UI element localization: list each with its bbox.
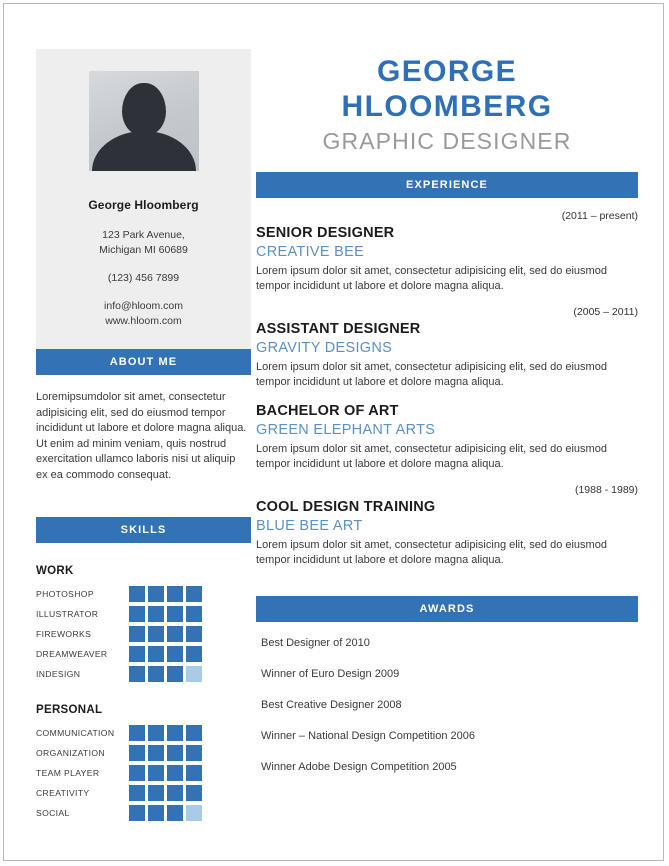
skill-block-filled xyxy=(129,765,145,781)
skill-block-filled xyxy=(148,745,164,761)
award-item: Winner Adobe Design Competition 2005 xyxy=(261,761,457,773)
skill-block-filled xyxy=(129,805,145,821)
skill-rating-blocks xyxy=(129,586,205,602)
skill-block-filled xyxy=(186,785,202,801)
section-header-skills: SKILLS xyxy=(36,517,251,543)
section-header-awards: AWARDS xyxy=(256,596,638,622)
contact-phone xyxy=(36,271,251,286)
skill-rating-blocks xyxy=(129,626,205,642)
website-url[interactable]: www.hloom.com xyxy=(105,315,182,327)
skill-label: COMMUNICATION xyxy=(36,728,115,738)
skill-block-filled xyxy=(167,586,183,602)
skill-row xyxy=(36,765,251,781)
contact-address xyxy=(36,228,251,258)
skill-block-filled xyxy=(186,646,202,662)
award-item: Winner – National Design Competition 2006 xyxy=(261,730,476,742)
entry-company: GREEN ELEPHANT ARTS xyxy=(256,422,436,438)
skill-groups xyxy=(36,565,251,821)
address-line-1: 123 Park Avenue, xyxy=(102,229,185,241)
skill-rating-blocks xyxy=(129,765,205,781)
skill-block-filled xyxy=(148,725,164,741)
resume-page xyxy=(3,3,664,861)
phone-number: (123) 456 7899 xyxy=(107,272,180,284)
skill-row xyxy=(36,646,251,662)
skill-block-filled xyxy=(148,646,164,662)
silhouette-shoulders xyxy=(92,131,196,171)
skill-block-filled xyxy=(148,805,164,821)
skill-row xyxy=(36,586,251,602)
about-me-text: Loremipsumdolor sit amet, consectetur adipisicing elit, sed do eiusmod tempor incididunt ut labore et dolore magna aliqua. Ut enim ad minim veniam, quis nostrud exercitation ullamco laboris nisi ut aliquip ex ea commodo consequat. xyxy=(36,391,247,481)
skill-block-filled xyxy=(186,606,202,622)
skill-block-filled xyxy=(186,586,202,602)
skill-block-filled xyxy=(167,765,183,781)
address-line-2: Michigan MI 60689 xyxy=(99,244,188,256)
skill-row xyxy=(36,626,251,642)
entry-description: Lorem ipsum dolor sit amet, consectetur adipisicing elit, sed do eiusmod tempor incididunt ut labore et dolore magna aliqua. xyxy=(256,443,607,470)
entry-role: SENIOR DESIGNER xyxy=(256,225,395,241)
skill-label: INDESIGN xyxy=(36,669,81,679)
skill-label: PHOTOSHOP xyxy=(36,589,94,599)
skill-block-empty xyxy=(186,666,202,682)
section-header-experience: EXPERIENCE xyxy=(256,172,638,198)
skill-rating-blocks xyxy=(129,646,205,662)
skill-block-filled xyxy=(167,666,183,682)
sidebar xyxy=(36,49,251,825)
entry-date: (2011 – present) xyxy=(561,210,638,222)
skill-block-filled xyxy=(186,626,202,642)
job-title: GRAPHIC DESIGNER xyxy=(322,128,572,154)
skill-rating-blocks xyxy=(129,606,205,622)
skill-block-filled xyxy=(167,646,183,662)
entry-company: GRAVITY DESIGNS xyxy=(256,340,393,356)
silhouette-head xyxy=(122,83,166,135)
skill-label: TEAM PLAYER xyxy=(36,768,100,778)
experience-entries xyxy=(256,210,638,568)
skill-row xyxy=(36,785,251,801)
skill-block-filled xyxy=(129,785,145,801)
award-item: Best Designer of 2010 xyxy=(261,637,370,649)
skill-block-filled xyxy=(167,725,183,741)
skill-block-filled xyxy=(129,606,145,622)
experience-entry xyxy=(256,210,638,294)
skill-rating-blocks xyxy=(129,745,205,761)
contact-block xyxy=(36,212,251,329)
skill-block-filled xyxy=(186,745,202,761)
profile-name: George Hloomberg xyxy=(88,198,199,212)
skill-group xyxy=(36,704,251,821)
entry-company: CREATIVE BEE xyxy=(256,244,365,260)
entry-date: (1988 - 1989) xyxy=(574,484,638,496)
portrait-silhouette-icon xyxy=(89,71,199,171)
main-column xyxy=(256,54,638,791)
skill-block-filled xyxy=(186,765,202,781)
skill-label: ORGANIZATION xyxy=(36,748,105,758)
skill-rating-blocks xyxy=(129,785,205,801)
page-title-last-name: HLOOMBERG xyxy=(341,90,553,123)
skill-block-filled xyxy=(129,725,145,741)
experience-entry xyxy=(256,402,638,472)
skill-block-filled xyxy=(129,586,145,602)
skill-block-filled xyxy=(167,785,183,801)
skill-label: DREAMWEAVER xyxy=(36,649,108,659)
sidebar-profile-panel xyxy=(36,49,251,349)
skill-label: FIREWORKS xyxy=(36,629,92,639)
page-title-first-name: GEORGE xyxy=(376,55,518,88)
entry-role: BACHELOR OF ART xyxy=(256,403,399,419)
skill-row xyxy=(36,805,251,821)
skill-block-filled xyxy=(167,745,183,761)
skill-label: SOCIAL xyxy=(36,808,70,818)
skill-block-filled xyxy=(186,725,202,741)
entry-description: Lorem ipsum dolor sit amet, consectetur adipisicing elit, sed do eiusmod tempor incididunt ut labore et dolore magna aliqua. xyxy=(256,361,607,388)
skill-block-filled xyxy=(148,626,164,642)
experience-entry xyxy=(256,306,638,390)
skill-block-filled xyxy=(148,666,164,682)
entry-description: Lorem ipsum dolor sit amet, consectetur adipisicing elit, sed do eiusmod tempor incididunt ut labore et dolore magna aliqua. xyxy=(256,265,607,292)
skill-group-title: PERSONAL xyxy=(36,704,103,716)
entry-date: (2005 – 2011) xyxy=(573,306,638,318)
skill-group-title: WORK xyxy=(36,565,74,577)
profile-photo-wrap xyxy=(36,49,251,176)
entry-role: COOL DESIGN TRAINING xyxy=(256,499,436,515)
skill-block-filled xyxy=(167,805,183,821)
skill-block-filled xyxy=(148,765,164,781)
entry-role: ASSISTANT DESIGNER xyxy=(256,321,421,337)
skill-label: CREATIVITY xyxy=(36,788,90,798)
skill-block-filled xyxy=(167,626,183,642)
skill-rating-blocks xyxy=(129,725,205,741)
contact-web xyxy=(36,299,251,329)
skill-row xyxy=(36,606,251,622)
award-item: Winner of Euro Design 2009 xyxy=(261,668,400,680)
skill-block-filled xyxy=(167,606,183,622)
skill-row xyxy=(36,745,251,761)
entry-description: Lorem ipsum dolor sit amet, consectetur adipisicing elit, sed do eiusmod tempor incididunt ut labore et dolore magna aliqua. xyxy=(256,539,607,566)
skill-block-filled xyxy=(129,646,145,662)
skill-row xyxy=(36,666,251,682)
awards-list xyxy=(256,622,638,775)
skill-block-empty xyxy=(186,805,202,821)
experience-entry xyxy=(256,484,638,568)
skill-block-filled xyxy=(148,785,164,801)
skill-block-filled xyxy=(129,666,145,682)
skill-block-filled xyxy=(148,586,164,602)
email-address[interactable]: info@hloom.com xyxy=(104,300,183,312)
sidebar-panel-spacer xyxy=(36,329,251,349)
award-item: Best Creative Designer 2008 xyxy=(261,699,402,711)
skill-row xyxy=(36,725,251,741)
skill-block-filled xyxy=(148,606,164,622)
skill-rating-blocks xyxy=(129,666,205,682)
section-header-about-me: ABOUT ME xyxy=(36,349,251,375)
skill-label: ILLUSTRATOR xyxy=(36,609,99,619)
skill-group xyxy=(36,565,251,682)
skill-block-filled xyxy=(129,626,145,642)
skill-block-filled xyxy=(129,745,145,761)
skill-rating-blocks xyxy=(129,805,205,821)
entry-company: BLUE BEE ART xyxy=(256,518,363,534)
